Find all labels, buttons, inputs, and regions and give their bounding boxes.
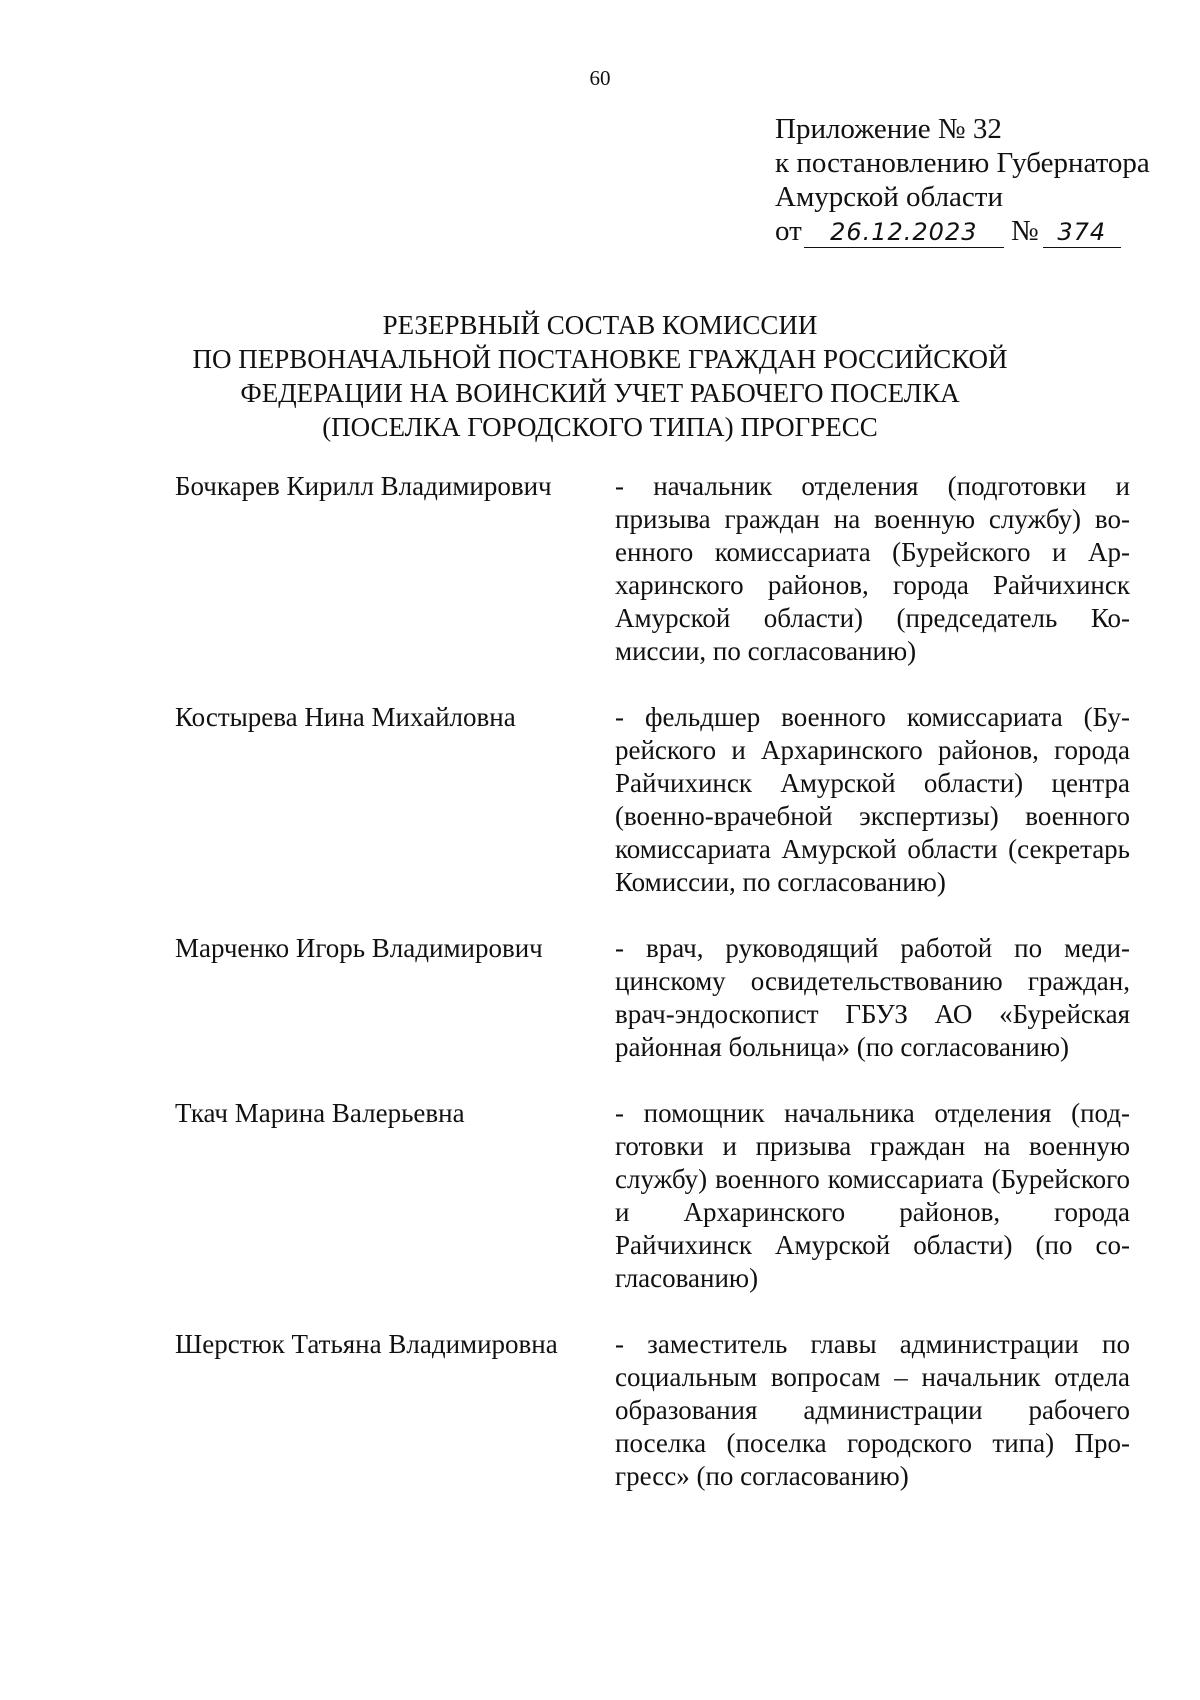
member-name: Шерстюк Татьяна Владимировна — [175, 1329, 558, 1359]
member-row — [175, 1328, 1130, 1493]
page-number: 60 — [589, 66, 611, 90]
document-title — [100, 308, 1100, 444]
title-line-4: (ПОСЕЛКА ГОРОДСКОГО ТИПА) ПРОГРЕСС — [322, 412, 878, 442]
appendix-line-3: Амурской области — [775, 181, 1003, 213]
members-list — [175, 470, 1130, 1493]
member-role: - врач, руководящий работой по медицинскому освидетельствованию граждан, врач-эндоскопист ГБУЗ АО «Бурейская районная больница» (по согласованию) — [615, 933, 1130, 1062]
appendix-line-2: к постановлению Губернатора — [775, 147, 1150, 179]
handwritten-date: 26.12.2023 — [804, 217, 1004, 248]
appendix-header — [775, 112, 1150, 248]
member-role: - фельдшер военного комиссариата (Бурейского и Архаринского районов, города Райчихинск Амурской области) центра (военно-врачебной экспертизы) военного комиссариата Амурской области (секретарь Комиссии, по согласованию) — [615, 702, 1130, 897]
member-row — [175, 932, 1130, 1064]
date-prefix: от — [775, 215, 802, 247]
member-row — [175, 1097, 1130, 1295]
title-line-1: РЕЗЕРВНЫЙ СОСТАВ КОМИССИИ — [382, 310, 818, 340]
member-name: Бочкарев Кирилл Владимирович — [175, 471, 552, 501]
member-role: - начальник отделения (подготовки и призыва граждан на военную службу) военного комиссариата (Бурейского и Архаринского районов, города Райчихинск Амурской области) (председатель Комиссии, по согласованию) — [615, 471, 1130, 666]
member-name: Марченко Игорь Владимирович — [175, 933, 543, 963]
title-line-2: ПО ПЕРВОНАЧАЛЬНОЙ ПОСТАНОВКЕ ГРАЖДАН РОССИЙСКОЙ — [192, 344, 1008, 374]
title-line-3: ФЕДЕРАЦИИ НА ВОИНСКИЙ УЧЕТ РАБОЧЕГО ПОСЕЛКА — [240, 378, 960, 408]
member-name: Ткач Марина Валерьевна — [175, 1098, 465, 1128]
appendix-date-line — [775, 214, 1150, 248]
handwritten-number: 374 — [1043, 217, 1121, 248]
appendix-line-1: Приложение № 32 — [775, 113, 1002, 145]
number-prefix: № — [1011, 215, 1039, 247]
member-name: Костырева Нина Михайловна — [175, 702, 516, 732]
member-row — [175, 701, 1130, 899]
member-role: - помощник начальника отделения (подготовки и призыва граждан на военную службу) военного комиссариата (Бурейского и Архаринского районов, города Райчихинск Амурской области) (по согласованию) — [615, 1098, 1130, 1293]
member-role: - заместитель главы администрации по социальным вопросам – начальник отдела образования администрации рабочего поселка (поселка городского типа) Прогресс» (по согласованию) — [615, 1329, 1130, 1491]
member-row — [175, 470, 1130, 668]
